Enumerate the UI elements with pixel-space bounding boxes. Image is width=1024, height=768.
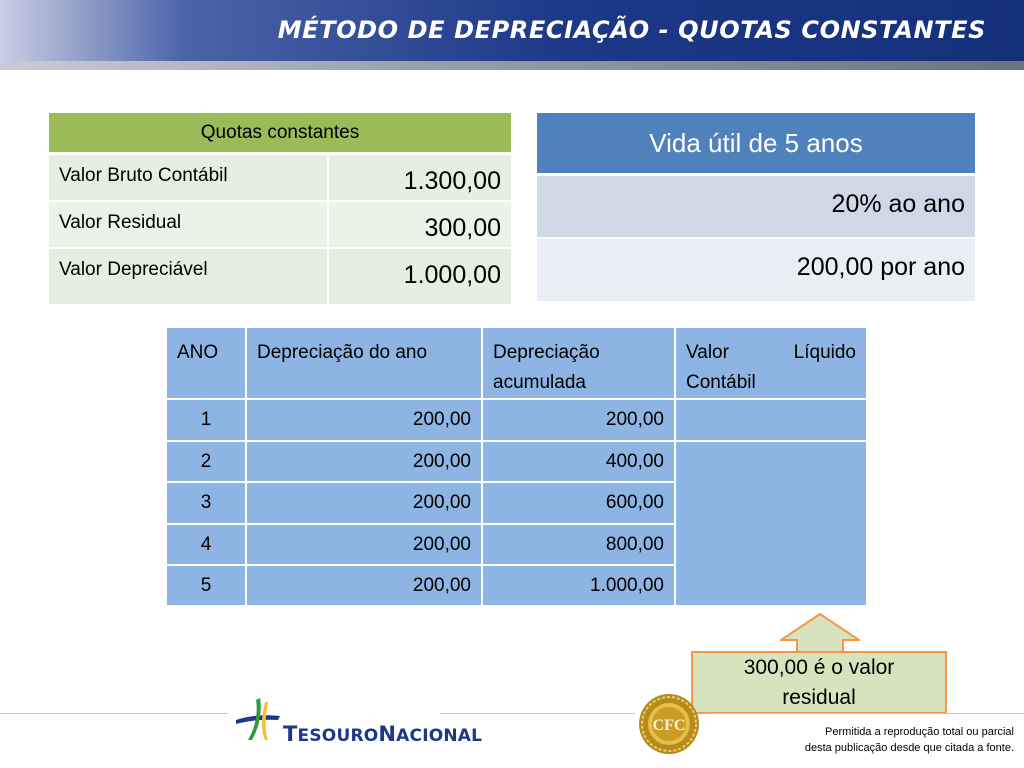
valor-bruto-label: Valor Bruto Contábil bbox=[59, 165, 228, 186]
cell-dep-acum: 1.000,00 bbox=[483, 566, 674, 605]
footer-divider bbox=[0, 713, 228, 714]
cell-dep-acum: 600,00 bbox=[483, 483, 674, 523]
cell-dep-acum: 800,00 bbox=[483, 525, 674, 564]
cell-dep-ano: 200,00 bbox=[247, 566, 481, 605]
cell-dep-acum: 400,00 bbox=[483, 442, 674, 481]
quotas-row-value-cell bbox=[329, 202, 511, 247]
quotas-row-label-cell bbox=[49, 155, 327, 200]
cell-dep-ano: 200,00 bbox=[247, 483, 481, 523]
cell-dep-ano: 200,00 bbox=[247, 400, 481, 440]
vida-util-header: Vida útil de 5 anos bbox=[537, 113, 975, 173]
slide-title: MÉTODO DE DEPRECIAÇÃO - QUOTAS CONSTANTES bbox=[277, 16, 986, 44]
valor-depreciavel-label: Valor Depreciável bbox=[59, 259, 208, 280]
quotas-row-label-cell bbox=[49, 202, 327, 247]
taxa-anual-row: 20% ao ano bbox=[537, 176, 975, 237]
quotas-table-header: Quotas constantes bbox=[49, 113, 511, 152]
permission-line: Permitida a reprodução total ou parcial bbox=[825, 726, 1014, 738]
cell-dep-acum: 200,00 bbox=[483, 400, 674, 440]
permission-line: desta publicação desde que citada a fonte. bbox=[804, 742, 1014, 754]
col-header-valor-liquido: Valor Líquido Contábil bbox=[676, 328, 866, 398]
footer-divider bbox=[705, 713, 1024, 714]
cell-ano: 5 bbox=[167, 566, 245, 605]
cell-ano: 3 bbox=[167, 483, 245, 523]
logo-word: ESOURO bbox=[297, 726, 379, 746]
residual-callout: 300,00 é o valor residual bbox=[691, 651, 947, 714]
cell-dep-ano: 200,00 bbox=[247, 442, 481, 481]
logo-word: ACIONAL bbox=[396, 726, 483, 746]
tesouro-nacional-logo-text bbox=[283, 722, 482, 746]
valor-liquido-cell-empty bbox=[676, 442, 866, 605]
col-header-depreciacao-ano: Depreciação do ano bbox=[247, 328, 481, 398]
quotas-row-value-cell bbox=[329, 249, 511, 304]
valor-bruto-value: 1.300,00 bbox=[403, 167, 501, 195]
tesouro-nacional-logo-icon bbox=[232, 694, 284, 744]
cell-ano: 2 bbox=[167, 442, 245, 481]
cell-dep-ano: 200,00 bbox=[247, 525, 481, 564]
col-header-depreciacao-acumulada: Depreciação acumulada bbox=[483, 328, 674, 398]
col-header-ano: ANO bbox=[167, 328, 245, 398]
footer-divider bbox=[440, 713, 635, 714]
cfc-seal-icon bbox=[637, 692, 701, 756]
valor-depreciavel-value: 1.000,00 bbox=[403, 261, 501, 289]
cell-ano: 1 bbox=[167, 400, 245, 440]
seal-text: CFC bbox=[652, 717, 686, 734]
valor-residual-label: Valor Residual bbox=[59, 212, 182, 233]
logo-letter: T bbox=[283, 722, 298, 746]
permission-notice bbox=[805, 724, 1014, 756]
title-bar-stripe bbox=[0, 61, 1024, 70]
valor-liquido-cell-empty bbox=[676, 400, 866, 440]
cell-ano: 4 bbox=[167, 525, 245, 564]
valor-residual-value: 300,00 bbox=[424, 214, 501, 242]
quotas-row-value-cell bbox=[329, 155, 511, 200]
valor-anual-row: 200,00 por ano bbox=[537, 239, 975, 301]
quotas-row-label-cell bbox=[49, 249, 327, 304]
logo-letter: N bbox=[378, 722, 397, 746]
